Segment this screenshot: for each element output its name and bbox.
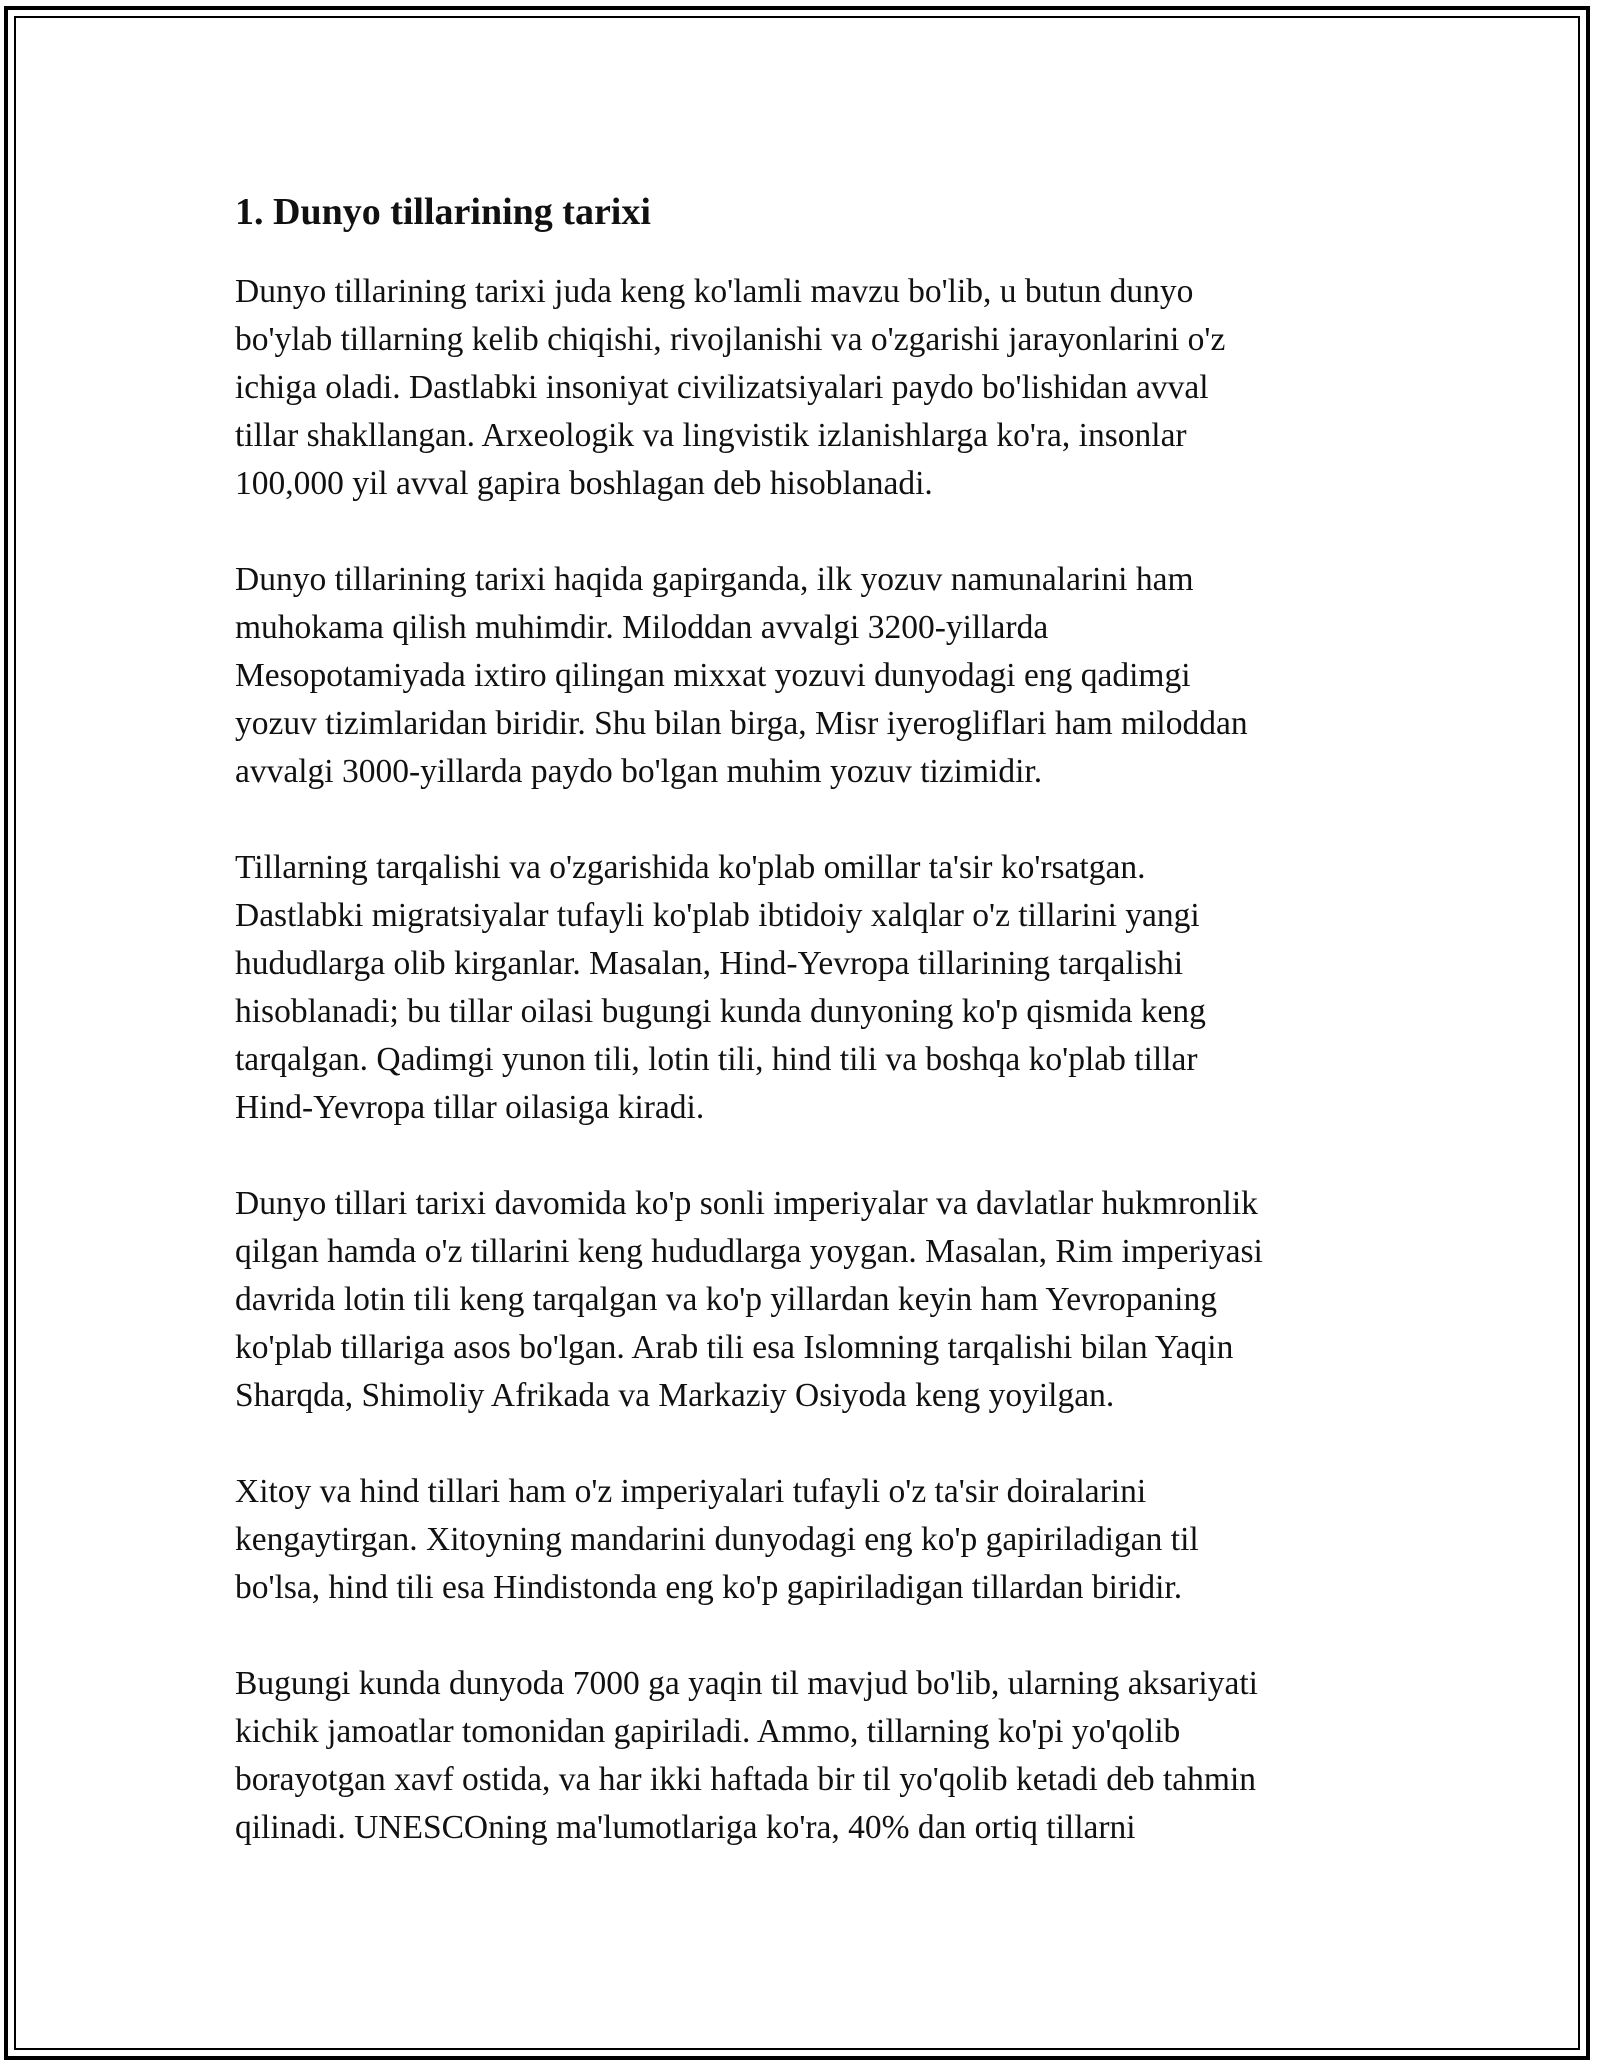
section-heading: 1. Dunyo tillarining tarixi xyxy=(235,191,651,233)
text-line: ichiga oladi. Dastlabki insoniyat civilizatsiyalari paydo bo'lishidan avval xyxy=(235,369,1209,406)
text-line: avvalgi 3000-yillarda paydo bo'lgan muhim yozuv tizimidir. xyxy=(235,753,1043,790)
text-line: Dastlabki migratsiyalar tufayli ko'plab ibtidoiy xalqlar o'z tillarini yangi xyxy=(235,897,1200,934)
paragraph-list xyxy=(235,268,1375,1852)
text-line: Xitoy va hind tillari ham o'z imperiyalari tufayli o'z ta'sir doiralarini xyxy=(235,1473,1147,1510)
text-line: tarqalgan. Qadimgi yunon tili, lotin tili, hind tili va boshqa ko'plab tillar xyxy=(235,1041,1198,1078)
paragraph-6 xyxy=(235,1660,1375,1852)
text-line: hisoblanadi; bu tillar oilasi bugungi kunda dunyoning ko'p qismida keng xyxy=(235,993,1206,1030)
text-line: ko'plab tillariga asos bo'lgan. Arab tili esa Islomning tarqalishi bilan Yaqin xyxy=(235,1329,1234,1366)
text-line: Hind-Yevropa tillar oilasiga kiradi. xyxy=(235,1089,705,1126)
text-line: kengaytirgan. Xitoyning mandarini dunyodagi eng ko'p gapiriladigan til xyxy=(235,1521,1199,1558)
text-line: hududlarga olib kirganlar. Masalan, Hind-Yevropa tillarining tarqalishi xyxy=(235,945,1184,982)
paragraph-4 xyxy=(235,1180,1375,1420)
text-line: bo'ylab tillarning kelib chiqishi, rivojlanishi va o'zgarishi jarayonlarini o'z xyxy=(235,321,1226,358)
paragraph-2 xyxy=(235,556,1375,796)
text-line: qilgan hamda o'z tillarini keng hududlarga yoygan. Masalan, Rim imperiyasi xyxy=(235,1233,1263,1270)
paragraph-5 xyxy=(235,1468,1375,1612)
text-line: Tillarning tarqalishi va o'zgarishida ko'plab omillar ta'sir ko'rsatgan. xyxy=(235,849,1146,886)
text-line: bo'lsa, hind tili esa Hindistonda eng ko'p gapiriladigan tillardan biridir. xyxy=(235,1569,1183,1606)
text-line: Bugungi kunda dunyoda 7000 ga yaqin til mavjud bo'lib, ularning aksariyati xyxy=(235,1665,1258,1702)
text-line: Dunyo tillari tarixi davomida ko'p sonli imperiyalar va davlatlar hukmronlik xyxy=(235,1185,1258,1222)
document-body xyxy=(235,184,1375,1900)
text-line: Dunyo tillarining tarixi haqida gapirganda, ilk yozuv namunalarini ham xyxy=(235,561,1194,598)
text-line: 100,000 yil avval gapira boshlagan deb hisoblanadi. xyxy=(235,465,933,502)
text-line: muhokama qilish muhimdir. Miloddan avvalgi 3200-yillarda xyxy=(235,609,1049,646)
paragraph-1 xyxy=(235,268,1375,508)
text-line: Sharqda, Shimoliy Afrikada va Markaziy Osiyoda keng yoyilgan. xyxy=(235,1377,1115,1414)
text-line: davrida lotin tili keng tarqalgan va ko'p yillardan keyin ham Yevropaning xyxy=(235,1281,1217,1318)
text-line: Mesopotamiyada ixtiro qilingan mixxat yozuvi dunyodagi eng qadimgi xyxy=(235,657,1191,694)
text-line: borayotgan xavf ostida, va har ikki haftada bir til yo'qolib ketadi deb tahmin xyxy=(235,1761,1256,1798)
text-line: tillar shakllangan. Arxeologik va lingvistik izlanishlarga ko'ra, insonlar xyxy=(235,417,1187,454)
text-line: kichik jamoatlar tomonidan gapiriladi. Ammo, tillarning ko'pi yo'qolib xyxy=(235,1713,1181,1750)
text-line: Dunyo tillarining tarixi juda keng ko'lamli mavzu bo'lib, u butun dunyo xyxy=(235,273,1194,310)
text-line: qilinadi. UNESCOning ma'lumotlariga ko'ra, 40% dan ortiq tillarni xyxy=(235,1809,1136,1846)
paragraph-3 xyxy=(235,844,1375,1132)
text-line: yozuv tizimlaridan biridir. Shu bilan birga, Misr iyerogliflari ham miloddan xyxy=(235,705,1248,742)
